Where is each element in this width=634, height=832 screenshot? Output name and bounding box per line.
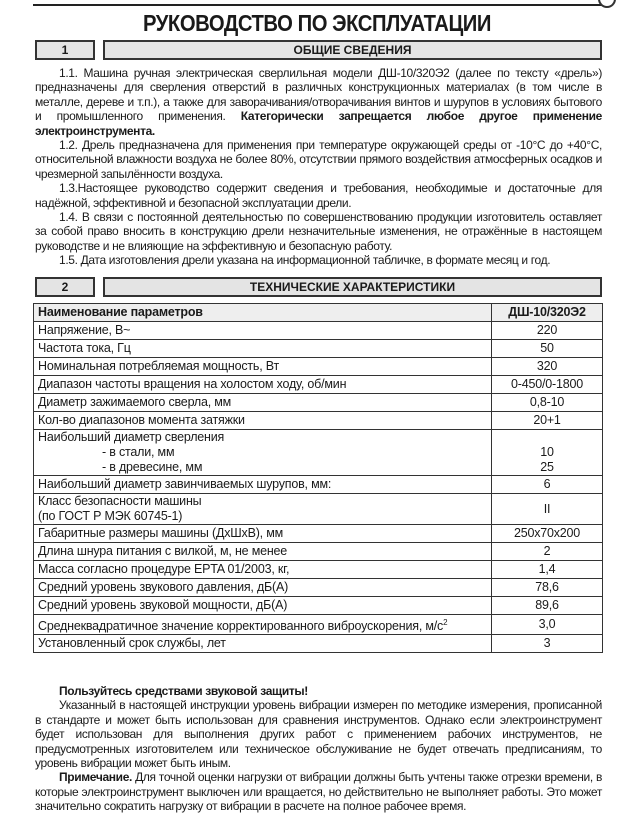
param-cell bbox=[34, 376, 492, 394]
table-row bbox=[34, 476, 603, 494]
table-row bbox=[34, 322, 603, 340]
param-value: 50 bbox=[540, 341, 554, 355]
value-cell bbox=[492, 615, 603, 635]
param-value: II bbox=[543, 501, 551, 516]
paragraph-text: 1.1. Машина ручная электрическая сверлильная модели ДШ-10/320Э2 (далее по тексту «дрель») предназначены для сверления отверстий в различных конструкционных материалах (в том числе в металле, дереве и т.п.), а также для заворачивания/отворачивания винтов и шурупов в условиях бытового и промышленного применения. bbox=[35, 66, 602, 124]
param-name: Наибольший диаметр сверления bbox=[38, 430, 225, 444]
value-cell bbox=[492, 476, 603, 494]
paragraph-1-5: 1.5. Дата изготовления дрели указана на информационной табличке, в формате месяц и год. bbox=[59, 253, 551, 268]
section-title: ОБЩИЕ СВЕДЕНИЯ bbox=[103, 40, 602, 60]
paragraph-1-2: 1.2. Дрель предназначена для применения при температуре окружающей среды от -10°С до +40°С, относительной влажности воздуха не более 80%, отсутствии прямого воздействия атмосферных осадков и чрезмерной запылённости воздуха. bbox=[35, 138, 602, 181]
table-row bbox=[34, 543, 603, 561]
table-row bbox=[34, 412, 603, 430]
param-cell bbox=[34, 525, 492, 543]
param-sub: - в древесине, мм bbox=[102, 460, 203, 474]
param-cell bbox=[34, 494, 492, 525]
page-title: РУКОВОДСТВО ПО ЭКСПЛУАТАЦИИ bbox=[142, 10, 492, 36]
param-value: 0-450/0-1800 bbox=[511, 377, 583, 391]
param-value: 320 bbox=[536, 359, 558, 373]
param-value: 89,6 bbox=[535, 598, 559, 612]
param-value: 6 bbox=[543, 477, 551, 491]
section-number: 1 bbox=[35, 40, 95, 60]
value-cell bbox=[492, 376, 603, 394]
value-cell bbox=[492, 494, 603, 525]
sound-protection-warning: Пользуйтесь средствами звуковой защиты! bbox=[59, 684, 308, 698]
param-name: Диапазон частоты вращения на холостом ходу, об/мин bbox=[38, 377, 347, 391]
table-row bbox=[34, 635, 603, 653]
notes bbox=[35, 684, 602, 814]
param-cell bbox=[34, 597, 492, 615]
param-value: 20+1 bbox=[533, 413, 561, 427]
param-value: 2 bbox=[543, 544, 551, 558]
param-name: Номинальная потребляемая мощность, Вт bbox=[38, 359, 280, 373]
table-row bbox=[34, 561, 603, 579]
value-cell bbox=[492, 525, 603, 543]
param-cell bbox=[34, 322, 492, 340]
param-cell bbox=[34, 561, 492, 579]
param-name: Частота тока, Гц bbox=[38, 341, 131, 355]
value-cell bbox=[492, 322, 603, 340]
param-name: Наибольший диаметр завинчиваемых шурупов, мм: bbox=[38, 477, 332, 491]
param-value: 78,6 bbox=[535, 580, 559, 594]
param-cell bbox=[34, 476, 492, 494]
param-sub: (по ГОСТ Р МЭК 60745-1) bbox=[38, 509, 183, 523]
param-value: 3 bbox=[543, 636, 551, 651]
paragraph-1-3: 1.3.Настоящее руководство содержит сведения и требования, необходимые и достаточные для надёжной, эффективной и безопасной эксплуатации дрели. bbox=[35, 181, 602, 210]
table-row bbox=[34, 430, 603, 476]
header-model: ДШ-10/320Э2 bbox=[492, 304, 603, 322]
value-cell bbox=[492, 597, 603, 615]
value-cell bbox=[492, 543, 603, 561]
section-2-header bbox=[35, 277, 602, 297]
paragraph-1-1 bbox=[35, 66, 602, 138]
corner-logo-fragment bbox=[598, 0, 616, 8]
param-cell bbox=[34, 340, 492, 358]
param-name: Напряжение, В~ bbox=[38, 323, 131, 337]
param-name: Кол-во диапазонов момента затяжки bbox=[38, 413, 245, 427]
param-cell bbox=[34, 394, 492, 412]
table-row bbox=[34, 394, 603, 412]
superscript: 2 bbox=[443, 618, 448, 627]
value-cell bbox=[492, 430, 603, 476]
table-row bbox=[34, 615, 603, 635]
note-text: Для точной оценки нагрузки от вибрации должны быть учтены также отрезки времени, в которые электроинструмент выключен или вращается, но действительно не выполняет работы. Это может значительно сократить нагрузку от вибрации в расчете на полное рабочее время. bbox=[35, 770, 602, 814]
param-name: Габаритные размеры машины (ДхШхВ), мм bbox=[38, 526, 283, 540]
param-sub: - в стали, мм bbox=[102, 445, 175, 459]
table-row bbox=[34, 597, 603, 615]
param-cell bbox=[34, 358, 492, 376]
param-cell bbox=[34, 412, 492, 430]
param-name: Диаметр зажимаемого сверла, мм bbox=[38, 395, 232, 409]
note-paragraph bbox=[35, 770, 602, 813]
param-value: 1,4 bbox=[538, 562, 556, 576]
param-value: 220 bbox=[536, 323, 558, 337]
param-cell bbox=[34, 430, 492, 476]
table-header bbox=[34, 304, 603, 322]
value-cell bbox=[492, 635, 603, 653]
param-cell bbox=[34, 635, 492, 653]
value-cell bbox=[492, 579, 603, 597]
section-1-header bbox=[35, 40, 602, 60]
param-value: 3,0 bbox=[538, 617, 556, 632]
value-cell bbox=[492, 412, 603, 430]
param-name: Длина шнура питания с вилкой, м, не менее bbox=[38, 544, 288, 558]
section-1-text bbox=[35, 66, 602, 268]
section-title: ТЕХНИЧЕСКИЕ ХАРАКТЕРИСТИКИ bbox=[103, 277, 602, 297]
section-number: 2 bbox=[35, 277, 95, 297]
table-row bbox=[34, 358, 603, 376]
param-value: 0,8-10 bbox=[529, 395, 565, 409]
param-value: 250х70х200 bbox=[513, 526, 581, 540]
param-name: Масса согласно процедуре EPTA 01/2003, кг, bbox=[38, 562, 290, 576]
note-label: Примечание. bbox=[59, 770, 133, 785]
param-name: Класс безопасности машины bbox=[38, 494, 202, 508]
value-cell bbox=[492, 358, 603, 376]
value-cell bbox=[492, 340, 603, 358]
param-value: 25 bbox=[540, 460, 554, 474]
param-cell bbox=[34, 579, 492, 597]
table-row bbox=[34, 494, 603, 525]
top-rule bbox=[33, 4, 602, 6]
table-row bbox=[34, 376, 603, 394]
param-cell bbox=[34, 615, 492, 635]
param-name: Средний уровень звукового давления, дБ(А) bbox=[38, 580, 289, 594]
param-name: Средний уровень звуковой мощности, дБ(А) bbox=[38, 598, 288, 612]
param-value: 10 bbox=[540, 445, 554, 459]
paragraph-1-4: 1.4. В связи с постоянной деятельностью по совершенствованию продукции изготовитель оставляет за собой право вносить в конструкцию дрели незначительные изменения, не отражённые в настоящем руководстве и не влияющие на эффективную и безопасную работу. bbox=[35, 210, 602, 253]
table-row bbox=[34, 525, 603, 543]
table-row bbox=[34, 579, 603, 597]
header-param: Наименование параметров bbox=[34, 304, 492, 322]
param-cell bbox=[34, 543, 492, 561]
warning-text: Категорически запрещается любое другое применение электроинструмента. bbox=[35, 109, 603, 138]
param-name: Установленный срок службы, лет bbox=[38, 636, 226, 651]
table-row bbox=[34, 340, 603, 358]
param-name: Среднеквадратичное значение корректированного виброускорения, м/с bbox=[38, 619, 444, 634]
value-cell bbox=[492, 394, 603, 412]
vibration-paragraph: Указанный в настоящей инструкции уровень вибрации измерен по методике измерения, прописанной в стандарте и может быть использован для сравнения инструментов. Однако если электроинструмент будет использован для выполнения других работ с применением рабочих инструментов, не предусмотренных изготовителем или техническое обслуживание не будет отвечать предписаниям, то уровень вибрации может быть иным. bbox=[35, 698, 602, 771]
value-cell bbox=[492, 561, 603, 579]
specs-table bbox=[33, 303, 603, 653]
